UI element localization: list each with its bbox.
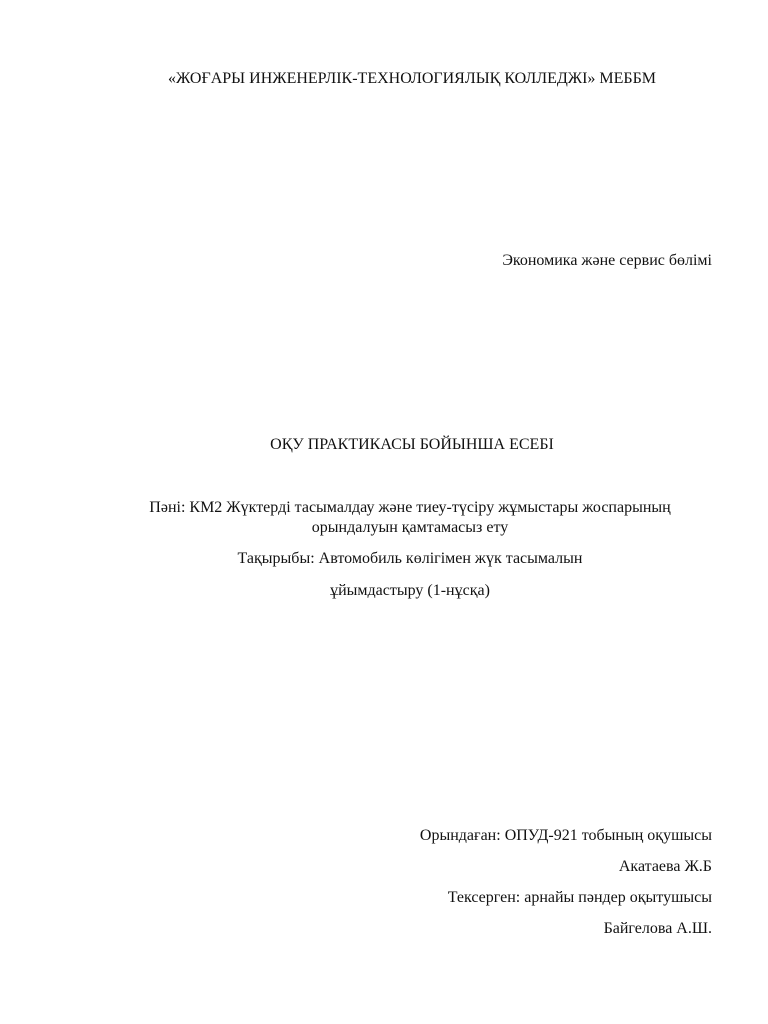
report-title: ОҚУ ПРАКТИКАСЫ БОЙЫНША ЕСЕБІ (270, 436, 554, 453)
subject-line-2: орындалуын қамтамасыз ету (311, 519, 509, 536)
student-name: Акатаева Ж.Б (618, 858, 712, 875)
topic-line-2: ұйымдастыру (1-нұсқа) (330, 582, 490, 599)
college-name: «ЖОҒАРЫ ИНЖЕНЕРЛІК-ТЕХНОЛОГИЯЛЫҚ КОЛЛЕДЖІ» МЕББМ (167, 70, 657, 87)
performed-by: Орындаған: ОПУД-921 тобының оқушысы (419, 827, 712, 844)
subject-line-1: Пәні: КМ2 Жүктерді тасымалдау және тиеу-түсіру жұмыстары жоспарының (149, 499, 671, 516)
teacher-name: Байгелова А.Ш. (603, 920, 712, 937)
department-name: Экономика және сервис бөлімі (502, 252, 712, 269)
topic-line-1: Тақырыбы: Автомобиль көлігімен жүк тасымалын (237, 550, 583, 567)
checked-by: Тексерген: арнайы пәндер оқытушысы (447, 889, 712, 906)
